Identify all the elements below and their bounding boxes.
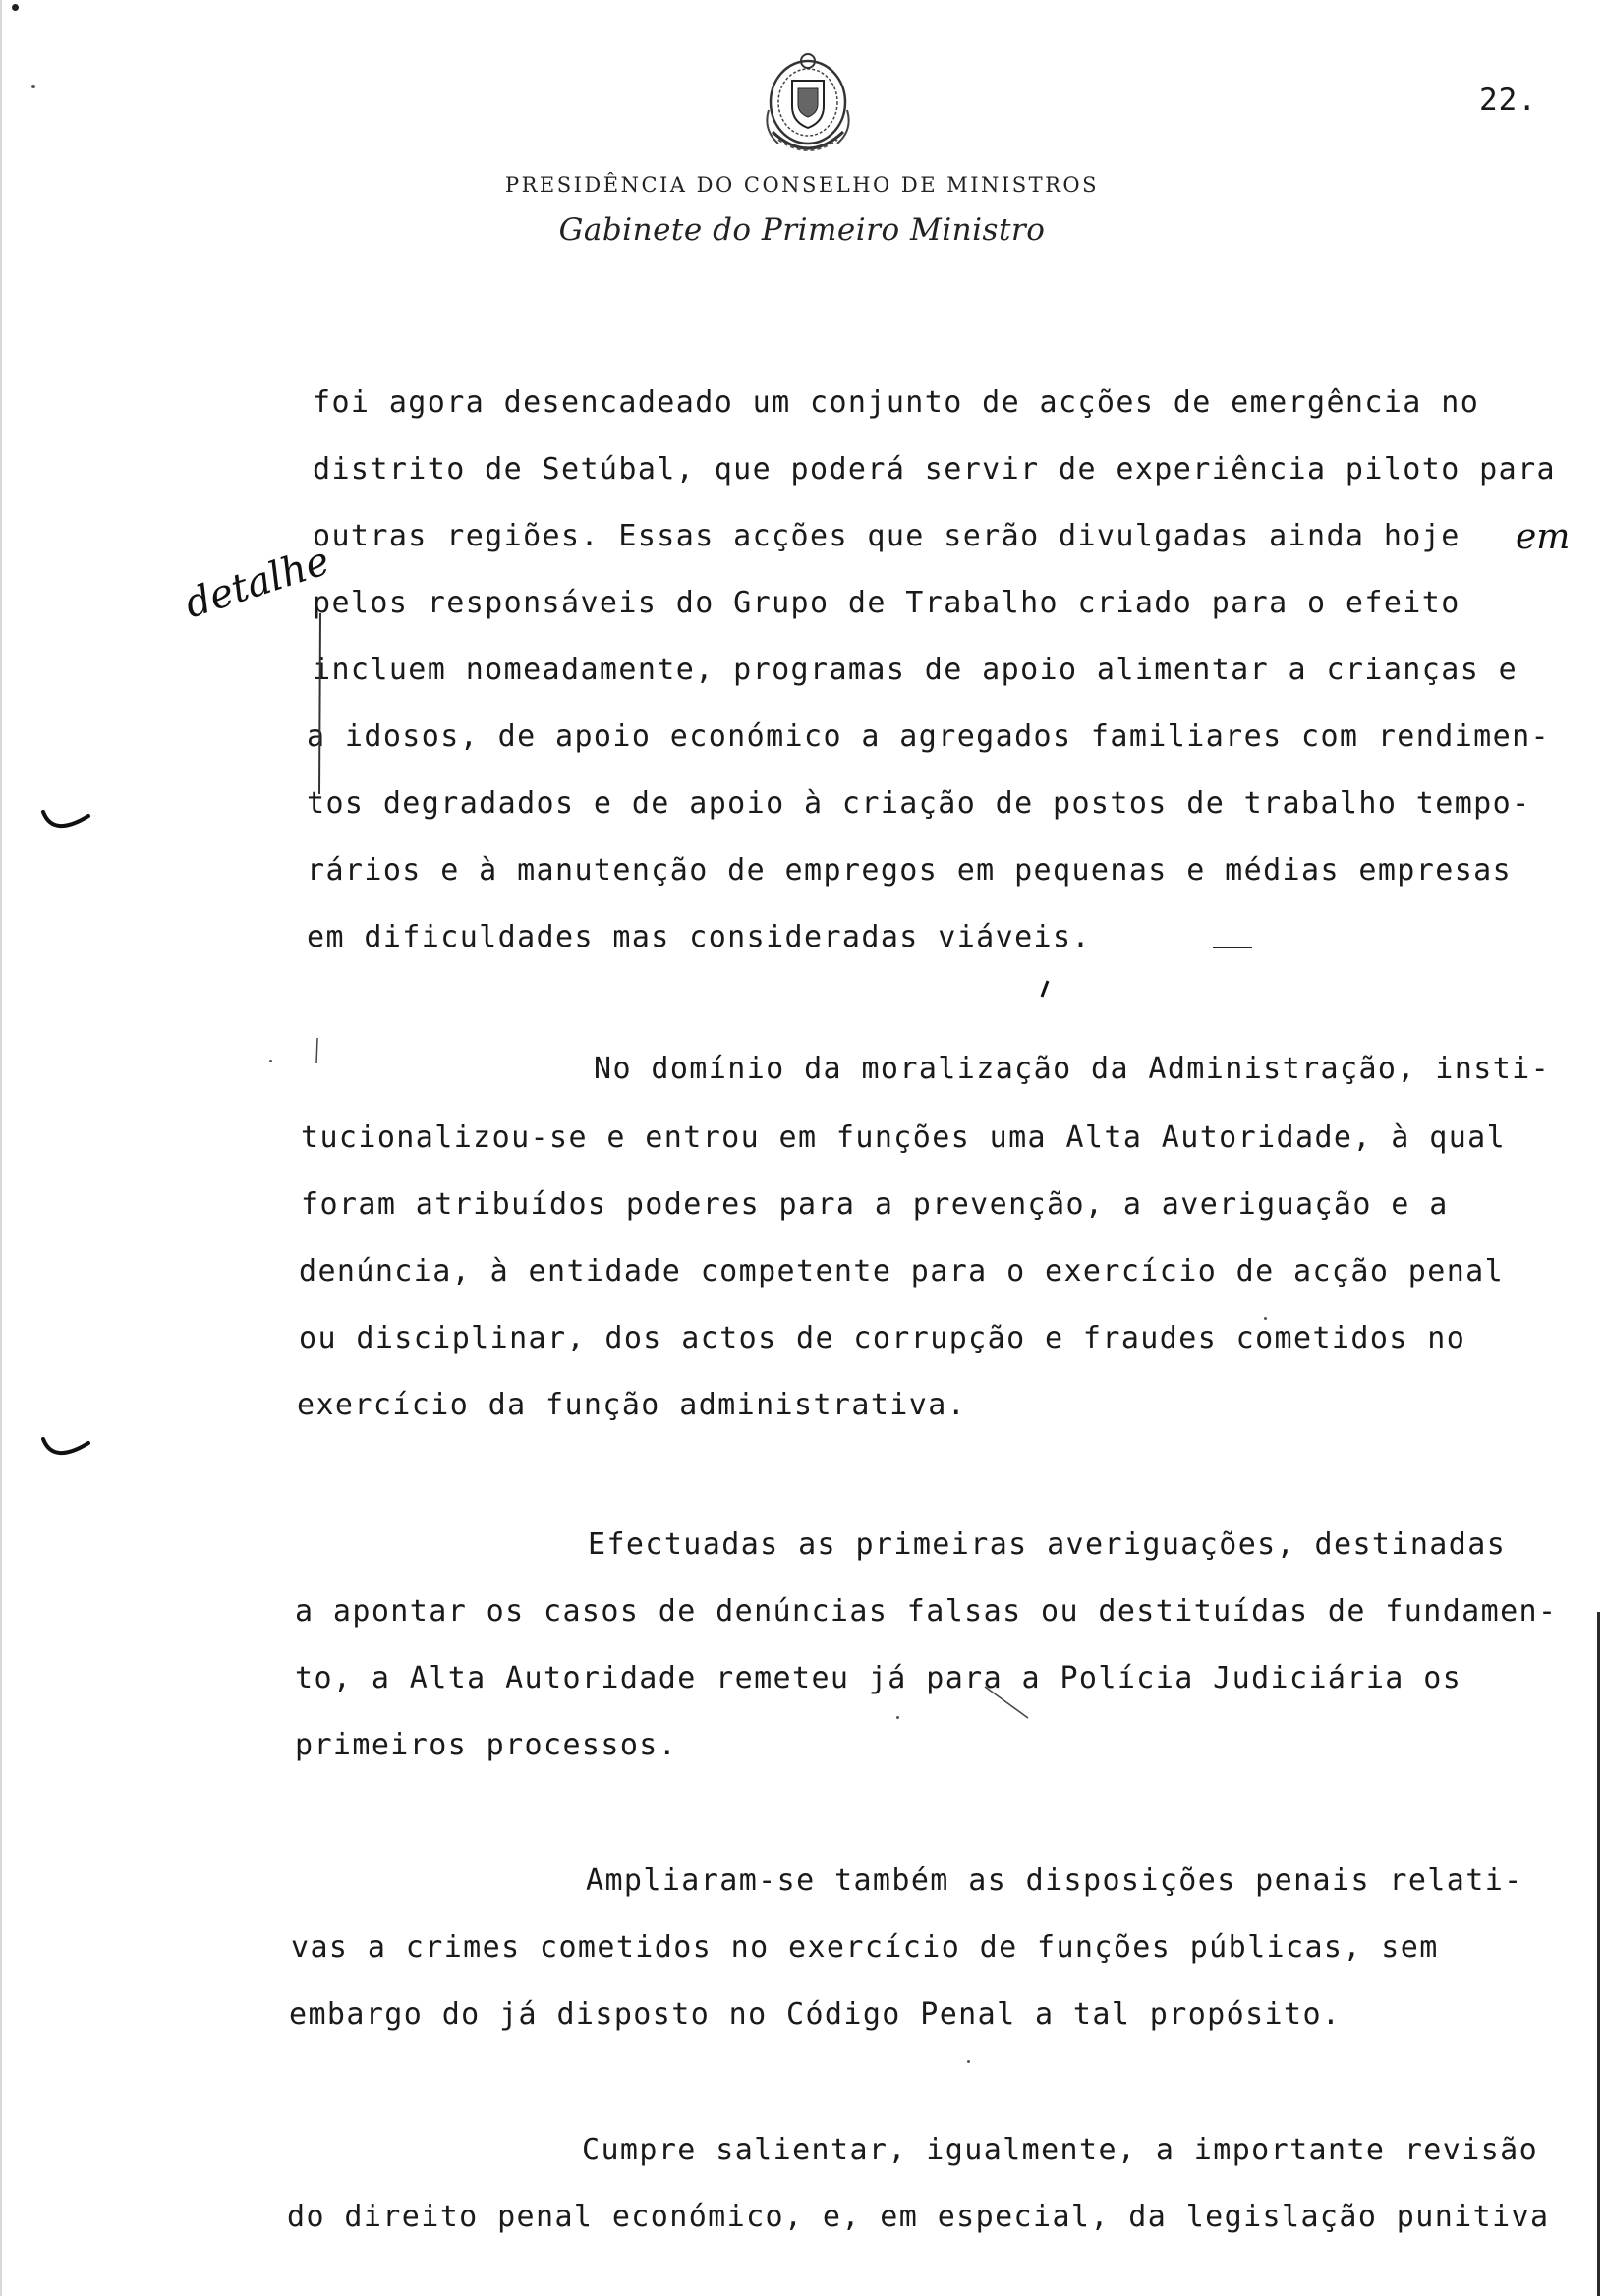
text-line: distrito de Setúbal, que poderá servir de experiência piloto para (313, 452, 1556, 487)
page-number: 22. (1479, 83, 1537, 118)
scan-speck (896, 1716, 899, 1719)
text-line: No domínio da moralização da Administração, insti- (594, 1052, 1551, 1086)
handwritten-insert-mark: em (1516, 517, 1571, 557)
insertion-caret-line (315, 607, 326, 804)
text-line: to, a Alta Autoridade remeteu já para a Polícia Judiciária os (295, 1661, 1462, 1695)
text-line: Cumpre salientar, igualmente, a importante revisão (582, 2133, 1539, 2167)
pen-tick-mark (1038, 979, 1052, 999)
text-line: pelos responsáveis do Grupo de Trabalho criado para o efeito (313, 586, 1461, 620)
pen-dash-mark (1211, 944, 1254, 951)
text-line: a apontar os casos de denúncias falsas ou destituídas de fundamen- (295, 1594, 1558, 1629)
text-line: exercício da função administrativa. (297, 1388, 967, 1422)
text-line: embargo do já disposto no Código Penal a tal propósito. (289, 1997, 1342, 2032)
text-line: rários e à manutenção de empregos em pequenas e médias empresas (307, 853, 1513, 888)
text-line: a idosos, de apoio económico a agregados familiares com rendimen- (307, 719, 1550, 754)
letterhead-institution: PRESIDÊNCIA DO CONSELHO DE MINISTROS (504, 173, 1100, 197)
text-line: ou disciplinar, dos actos de corrupção e fraudes cometidos no (299, 1321, 1466, 1355)
text-line: incluem nomeadamente, programas de apoio alimentar a crianças e (313, 653, 1518, 687)
scan-speck (967, 2060, 970, 2063)
text-line: primeiros processos. (295, 1728, 678, 1762)
pen-tick-mark (313, 1036, 322, 1065)
text-line: tos degradados e de apoio à criação de postos de trabalho tempo- (307, 786, 1531, 821)
coat-of-arms-seal (749, 41, 867, 169)
pen-stroke-mark (983, 1683, 1032, 1722)
scan-speck (1264, 1317, 1267, 1320)
text-line: Ampliaram-se também as disposições penais relati- (586, 1864, 1523, 1898)
scan-speck (31, 85, 35, 88)
text-line: vas a crimes cometidos no exercício de funções públicas, sem (291, 1930, 1439, 1965)
text-line: foi agora desencadeado um conjunto de acções de emergência no (313, 385, 1480, 420)
text-line: outras regiões. Essas acções que serão divulgadas ainda hoje (313, 519, 1461, 553)
margin-check-mark (39, 1433, 94, 1468)
scan-right-edge (1597, 1612, 1600, 2296)
text-line: foram atribuídos poderes para a prevenção, a averiguação e a (301, 1187, 1449, 1222)
text-line: denúncia, à entidade competente para o exercício de acção penal (299, 1254, 1505, 1289)
letterhead-office: Gabinete do Primeiro Ministro (558, 212, 1046, 248)
text-line: em dificuldades mas consideradas viáveis. (307, 920, 1091, 954)
handwritten-margin-word: detalhe (179, 538, 335, 628)
margin-check-mark (39, 806, 94, 841)
text-line: Efectuadas as primeiras averiguações, destinadas (588, 1527, 1507, 1562)
scan-speck (12, 4, 19, 11)
text-line: do direito penal económico, e, em especial, da legislação punitiva (287, 2200, 1550, 2234)
scan-speck (269, 1060, 272, 1062)
text-line: tucionalizou-se e entrou em funções uma Alta Autoridade, à qual (301, 1120, 1507, 1155)
scan-left-edge (0, 0, 2, 2296)
